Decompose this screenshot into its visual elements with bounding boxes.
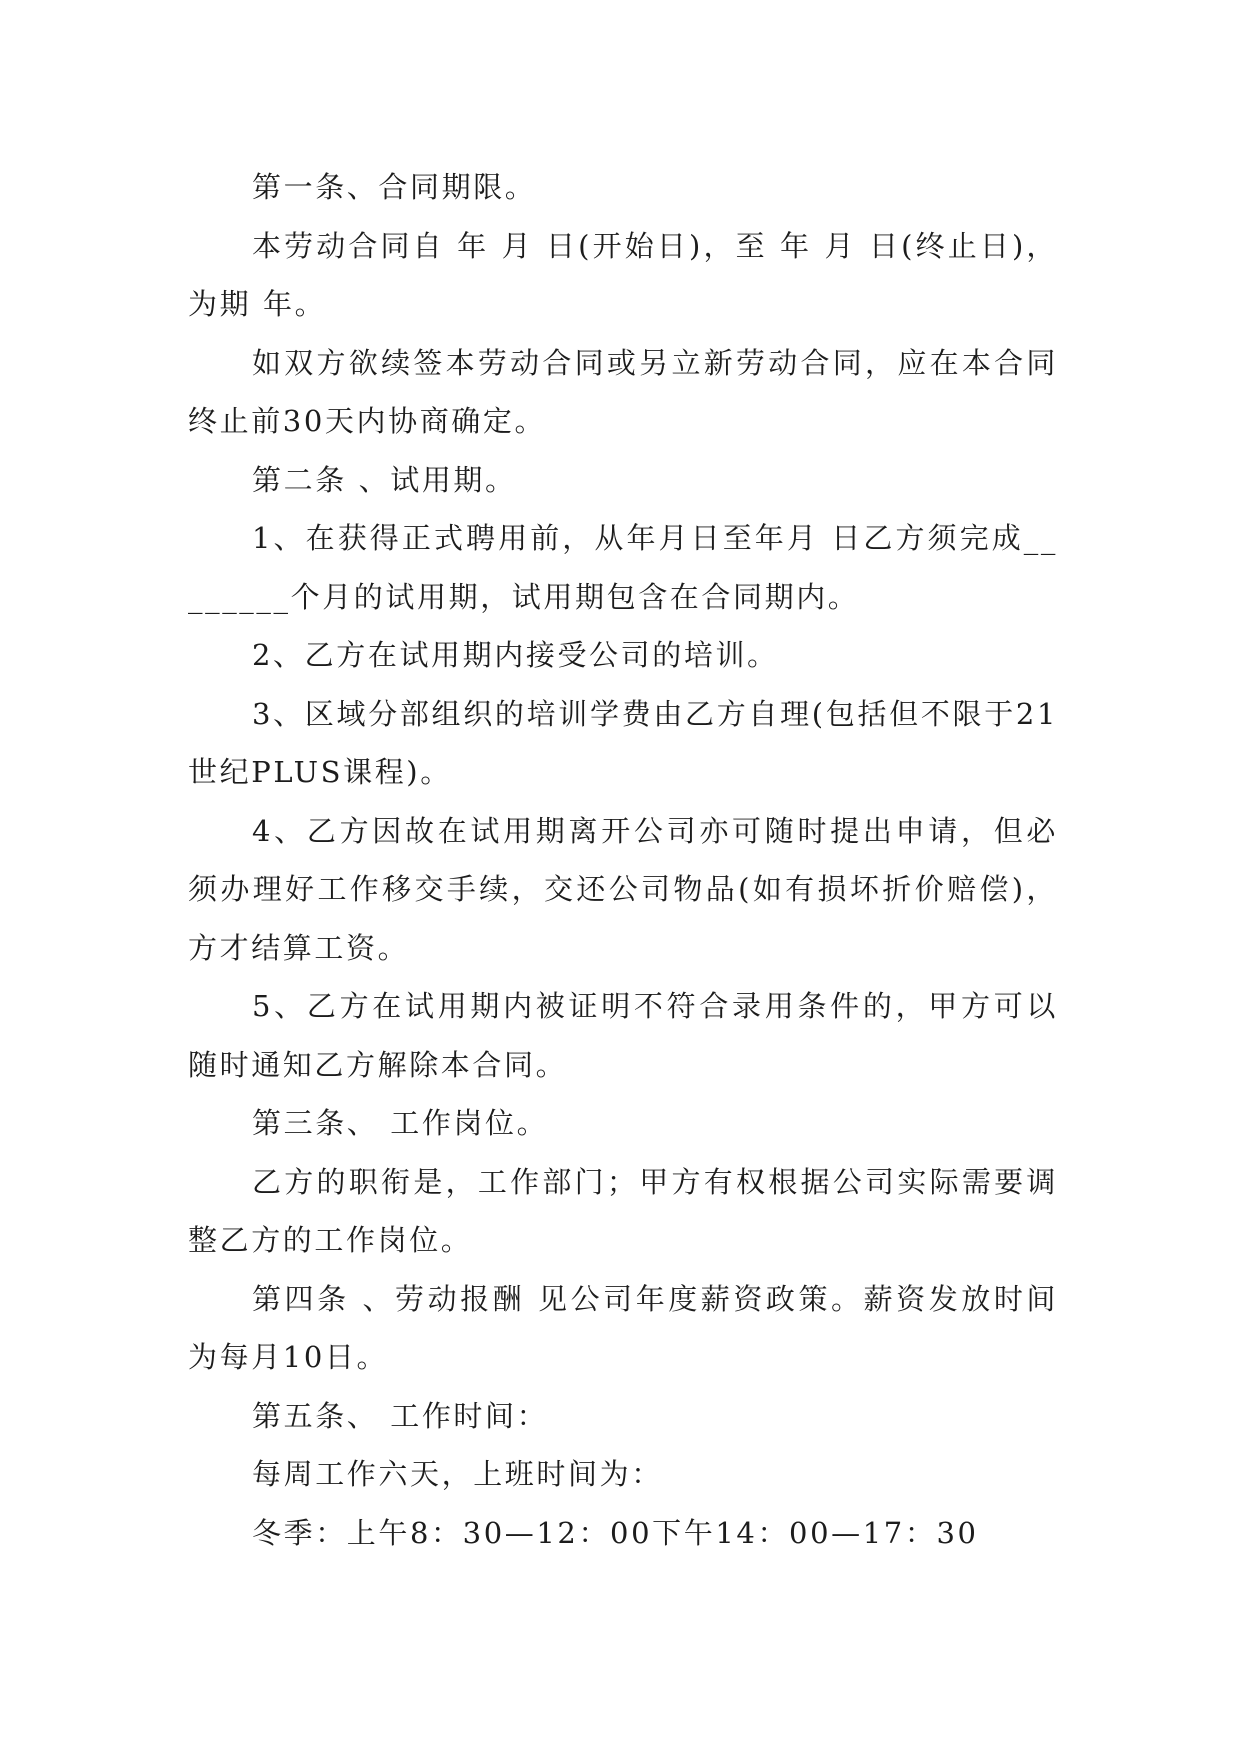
renewal-paragraph: 如双方欲续签本劳动合同或另立新劳动合同，应在本合同终止前30天内协商确定。	[188, 345, 1058, 438]
article-2-heading: 第二条 、试用期。	[252, 462, 517, 497]
article-3-heading: 第三条、 工作岗位。	[252, 1106, 549, 1140]
probation-item-3: 3、区域分部组织的培训学费由乙方自理(包括但不限于21世纪PLUS课程)。	[188, 696, 1058, 789]
probation-item-1: 1、在获得正式聘用前，从年月日至年月 日乙方须完成________个月的试用期，试用期包含在合同期内。	[188, 521, 1058, 614]
workweek-paragraph: 每周工作六天，上班时间为：	[252, 1457, 663, 1491]
probation-item-5: 5、乙方在试用期内被证明不符合录用条件的，甲方可以随时通知乙方解除本合同。	[188, 989, 1058, 1082]
article-5-heading: 第五条、 工作时间：	[252, 1398, 549, 1433]
probation-item-2: 2、乙方在试用期内接受公司的培训。	[252, 638, 779, 672]
article-4-paragraph: 第四条 、劳动报酬 见公司年度薪资政策。薪资发放时间为每月10日。	[188, 1281, 1058, 1374]
contract-term-paragraph: 本劳动合同自 年 月 日(开始日)，至 年 月 日(终止日)，为期 年。	[188, 228, 1058, 321]
job-position-paragraph: 乙方的职衔是，工作部门；甲方有权根据公司实际需要调整乙方的工作岗位。	[188, 1164, 1058, 1257]
article-1-heading: 第一条、合同期限。	[252, 170, 537, 204]
probation-item-4: 4、乙方因故在试用期离开公司亦可随时提出申请，但必须办理好工作移交手续，交还公司物品(如有损坏折价赔偿)，方才结算工资。	[188, 813, 1058, 965]
contract-body	[188, 158, 1058, 1562]
winter-hours-paragraph: 冬季：上午8：30—12：00下午14：00—17：30	[252, 1515, 979, 1550]
